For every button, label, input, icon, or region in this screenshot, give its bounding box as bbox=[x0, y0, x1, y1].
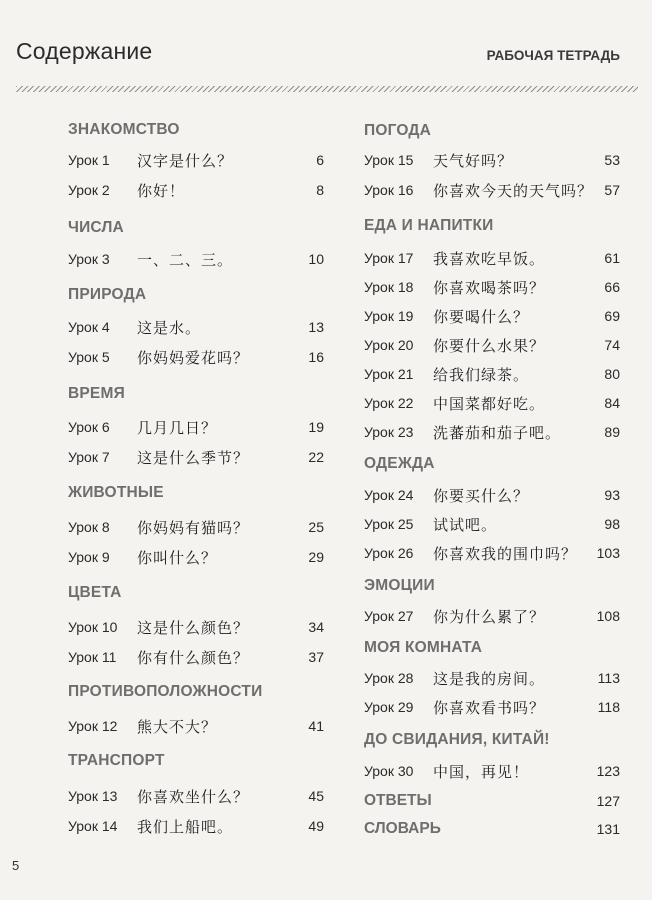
hatched-divider bbox=[16, 86, 638, 92]
lesson-row[interactable] bbox=[364, 761, 620, 783]
lesson-row[interactable] bbox=[68, 816, 324, 838]
lesson-title: 你要喝什么？ bbox=[433, 308, 530, 326]
section-title: ЖИВОТНЫЕ bbox=[68, 484, 164, 501]
lesson-page: 53 bbox=[604, 152, 620, 168]
lesson-title: 熊大不大？ bbox=[137, 718, 218, 736]
lesson-number: Урок 6 bbox=[68, 419, 110, 435]
lesson-number: Урок 1 bbox=[68, 152, 110, 168]
dictionary-label: СЛОВАРЬ bbox=[364, 820, 441, 837]
lesson-row[interactable] bbox=[68, 347, 324, 369]
lesson-title: 洗蕃茄和茄子吧。 bbox=[433, 424, 562, 442]
lesson-title: 你叫什么？ bbox=[137, 549, 218, 567]
lesson-title: 这是我的房间。 bbox=[433, 670, 546, 688]
lesson-number: Урок 11 bbox=[68, 649, 117, 665]
lesson-number: Урок 5 bbox=[68, 349, 110, 365]
lesson-page: 29 bbox=[308, 549, 324, 565]
page-number: 5 bbox=[12, 858, 20, 873]
lesson-row[interactable] bbox=[364, 485, 620, 507]
lesson-page: 25 bbox=[308, 519, 324, 535]
lesson-row[interactable] bbox=[68, 447, 324, 469]
lesson-page: 45 bbox=[308, 788, 324, 804]
lesson-title: 汉字是什么？ bbox=[137, 152, 234, 170]
lesson-title: 你喜欢喝茶吗？ bbox=[433, 279, 546, 297]
workbook-label: РАБОЧАЯ ТЕТРАДЬ bbox=[486, 48, 620, 63]
page-title: Содержание bbox=[16, 38, 153, 64]
section-title: ПРОТИВОПОЛОЖНОСТИ bbox=[68, 683, 263, 700]
lesson-number: Урок 27 bbox=[364, 608, 414, 624]
lesson-number: Урок 9 bbox=[68, 549, 110, 565]
lesson-number: Урок 30 bbox=[364, 763, 414, 779]
lesson-title: 这是水。 bbox=[137, 319, 202, 337]
lesson-page: 13 bbox=[308, 319, 324, 335]
lesson-title: 你妈妈有猫吗？ bbox=[137, 519, 250, 537]
dictionary-entry[interactable] bbox=[364, 820, 620, 842]
lesson-page: 19 bbox=[308, 419, 324, 435]
lesson-page: 16 bbox=[308, 349, 324, 365]
lesson-page: 57 bbox=[604, 182, 620, 198]
lesson-row[interactable] bbox=[364, 543, 620, 565]
lesson-number: Урок 17 bbox=[364, 250, 414, 266]
lesson-number: Урок 29 bbox=[364, 699, 414, 715]
section-title: ЕДА И НАПИТКИ bbox=[364, 217, 494, 234]
lesson-title: 我们上船吧。 bbox=[137, 818, 234, 836]
answers-label: ОТВЕТЫ bbox=[364, 792, 432, 809]
lesson-row[interactable] bbox=[68, 547, 324, 569]
lesson-page: 8 bbox=[316, 182, 324, 198]
lesson-number: Урок 7 bbox=[68, 449, 110, 465]
lesson-number: Урок 13 bbox=[68, 788, 118, 804]
lesson-page: 108 bbox=[596, 608, 620, 624]
lesson-row[interactable] bbox=[364, 514, 620, 536]
lesson-number: Урок 26 bbox=[364, 545, 414, 561]
lesson-page: 49 bbox=[308, 818, 324, 834]
lesson-title: 我喜欢吃早饭。 bbox=[433, 250, 546, 268]
section-title: ПОГОДА bbox=[364, 122, 432, 139]
lesson-number: Урок 28 bbox=[364, 670, 414, 686]
lesson-title: 你喜欢今天的天气吗？ bbox=[433, 182, 594, 200]
lesson-page: 74 bbox=[604, 337, 620, 353]
lesson-row[interactable] bbox=[364, 668, 620, 690]
lesson-title: 天气好吗？ bbox=[433, 152, 514, 170]
lesson-title: 你要什么水果？ bbox=[433, 337, 546, 355]
lesson-title: 试试吧。 bbox=[433, 516, 498, 534]
lesson-page: 66 bbox=[604, 279, 620, 295]
lesson-page: 41 bbox=[308, 718, 324, 734]
lesson-number: Урок 14 bbox=[68, 818, 118, 834]
lesson-number: Урок 24 bbox=[364, 487, 414, 503]
lesson-title: 你妈妈爱花吗？ bbox=[137, 349, 250, 367]
lesson-page: 34 bbox=[308, 619, 324, 635]
lesson-row[interactable] bbox=[364, 150, 620, 172]
lesson-page: 118 bbox=[597, 699, 620, 715]
lesson-number: Урок 15 bbox=[364, 152, 414, 168]
lesson-page: 98 bbox=[604, 516, 620, 532]
lesson-row[interactable] bbox=[68, 249, 324, 271]
lesson-title: 你喜欢看书吗？ bbox=[433, 699, 546, 717]
lesson-title: 一、二、三。 bbox=[137, 251, 234, 269]
lesson-title: 几月几日？ bbox=[137, 419, 218, 437]
lesson-page: 22 bbox=[308, 449, 324, 465]
lesson-number: Урок 25 bbox=[364, 516, 414, 532]
lesson-page: 123 bbox=[596, 763, 620, 779]
lesson-page: 89 bbox=[604, 424, 620, 440]
lesson-title: 你要买什么？ bbox=[433, 487, 530, 505]
section-title: ЧИСЛА bbox=[68, 219, 124, 236]
lesson-row[interactable] bbox=[68, 180, 324, 202]
section-title: ЦВЕТА bbox=[68, 584, 122, 601]
lesson-number: Урок 8 bbox=[68, 519, 110, 535]
answers-entry[interactable] bbox=[364, 792, 620, 814]
lesson-row[interactable] bbox=[68, 517, 324, 539]
lesson-title: 你喜欢我的围巾吗？ bbox=[433, 545, 578, 563]
lesson-title: 中国，再见！ bbox=[433, 763, 530, 781]
lesson-row[interactable] bbox=[68, 716, 324, 738]
lesson-page: 93 bbox=[604, 487, 620, 503]
lesson-row[interactable] bbox=[364, 697, 620, 719]
lesson-page: 37 bbox=[308, 649, 324, 665]
lesson-number: Урок 18 bbox=[364, 279, 414, 295]
lesson-row[interactable] bbox=[364, 393, 620, 415]
lesson-number: Урок 19 bbox=[364, 308, 414, 324]
lesson-title: 你喜欢坐什么？ bbox=[137, 788, 250, 806]
lesson-page: 10 bbox=[308, 251, 324, 267]
lesson-number: Урок 22 bbox=[364, 395, 414, 411]
lesson-title: 给我们绿茶。 bbox=[433, 366, 530, 384]
section-title: ДО СВИДАНИЯ, КИТАЙ! bbox=[364, 731, 550, 748]
lesson-row[interactable] bbox=[364, 248, 620, 270]
lesson-row[interactable] bbox=[364, 335, 620, 357]
lesson-number: Урок 12 bbox=[68, 718, 118, 734]
lesson-number: Урок 21 bbox=[364, 366, 414, 382]
section-title: ВРЕМЯ bbox=[68, 385, 125, 402]
lesson-title: 这是什么季节？ bbox=[137, 449, 250, 467]
lesson-page: 6 bbox=[316, 152, 324, 168]
lesson-page: 69 bbox=[604, 308, 620, 324]
lesson-row[interactable] bbox=[364, 277, 620, 299]
section-title: ТРАНСПОРТ bbox=[68, 752, 165, 769]
section-title: МОЯ КОМНАТА bbox=[364, 639, 483, 656]
lesson-row[interactable] bbox=[364, 422, 620, 444]
lesson-row[interactable] bbox=[68, 150, 324, 172]
lesson-page: 113 bbox=[597, 670, 620, 686]
lesson-number: Урок 10 bbox=[68, 619, 118, 635]
lesson-row[interactable] bbox=[68, 317, 324, 339]
lesson-number: Урок 20 bbox=[364, 337, 414, 353]
section-title: ОДЕЖДА bbox=[364, 455, 435, 472]
lesson-page: 103 bbox=[596, 545, 620, 561]
lesson-page: 61 bbox=[604, 250, 620, 266]
lesson-title: 你为什么累了？ bbox=[433, 608, 546, 626]
lesson-row[interactable] bbox=[364, 364, 620, 386]
lesson-row[interactable] bbox=[68, 617, 324, 639]
lesson-row[interactable] bbox=[68, 786, 324, 808]
lesson-number: Урок 4 bbox=[68, 319, 110, 335]
lesson-title: 这是什么颜色？ bbox=[137, 619, 250, 637]
lesson-row[interactable] bbox=[68, 417, 324, 439]
lesson-number: Урок 3 bbox=[68, 251, 110, 267]
section-title: ПРИРОДА bbox=[68, 286, 147, 303]
lesson-number: Урок 2 bbox=[68, 182, 110, 198]
lesson-number: Урок 23 bbox=[364, 424, 414, 440]
answers-page: 127 bbox=[596, 793, 620, 809]
lesson-page: 80 bbox=[604, 366, 620, 382]
lesson-row[interactable] bbox=[364, 306, 620, 328]
section-title: ЗНАКОМСТВО bbox=[68, 121, 180, 138]
lesson-title: 中国菜都好吃。 bbox=[433, 395, 546, 413]
section-title: ЭМОЦИИ bbox=[364, 577, 435, 594]
lesson-number: Урок 16 bbox=[364, 182, 414, 198]
lesson-row[interactable] bbox=[364, 606, 620, 628]
lesson-title: 你有什么颜色？ bbox=[137, 649, 250, 667]
dictionary-page: 131 bbox=[596, 821, 620, 837]
lesson-row[interactable] bbox=[68, 647, 324, 669]
lesson-row[interactable] bbox=[364, 180, 620, 202]
lesson-page: 84 bbox=[604, 395, 620, 411]
lesson-title: 你好！ bbox=[137, 182, 186, 200]
